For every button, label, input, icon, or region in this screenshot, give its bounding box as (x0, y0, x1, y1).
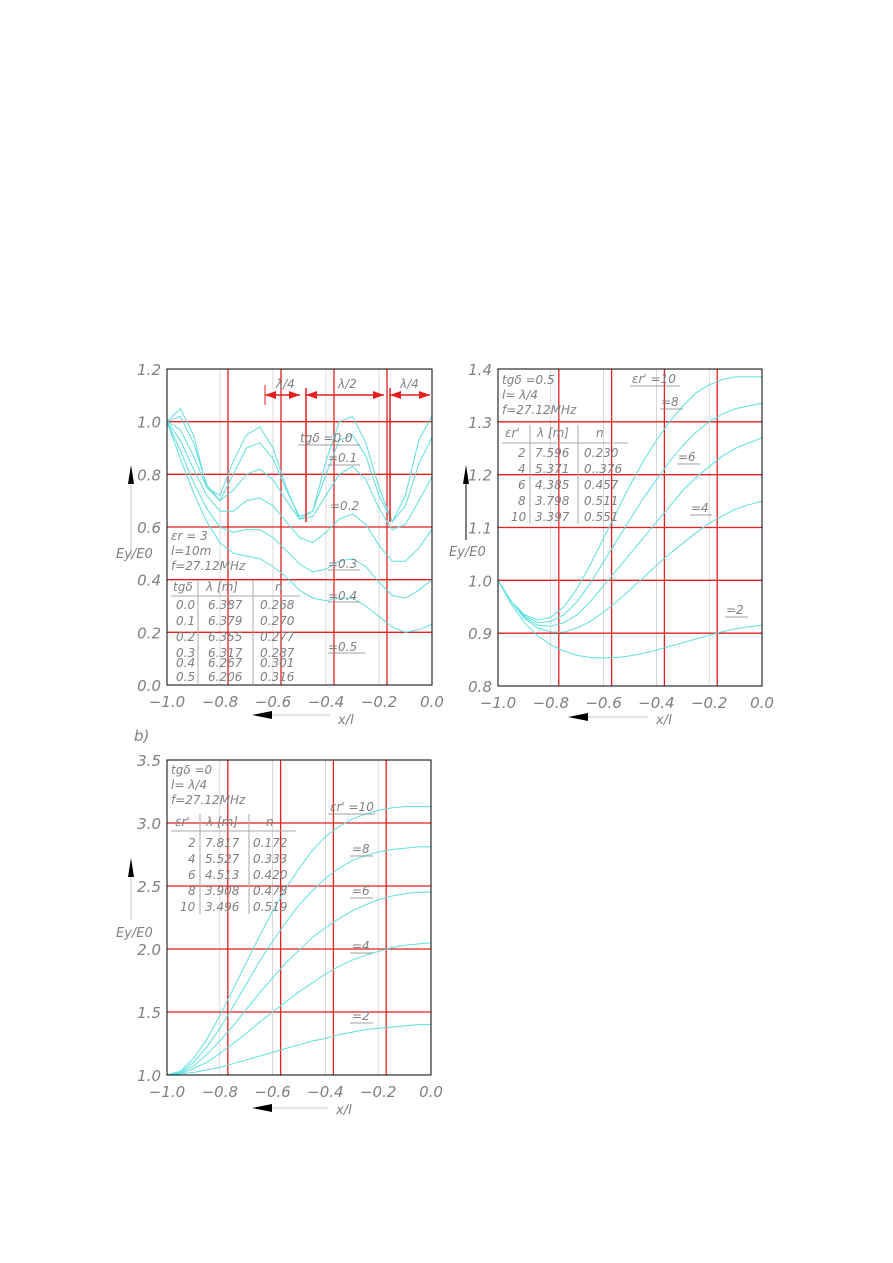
x-tick-label: −0.6 (254, 1083, 291, 1101)
table-a-cell: 0.5 (176, 670, 196, 684)
curve-label-b-2: =6 (352, 884, 370, 898)
x-ticks-b (149, 1083, 443, 1101)
x-tick-label: −0.2 (360, 693, 398, 711)
y-arrow-head-a (128, 465, 134, 484)
info-line-b-3: f=27.12MHz (171, 793, 246, 807)
x-tick-label: −0.6 (585, 694, 622, 712)
table-b-right-cell: 10 (511, 510, 527, 524)
table-b-right-row (511, 510, 618, 524)
curve-label-a-1: =0.1 (328, 451, 358, 465)
panel-label-b: b) (134, 727, 150, 745)
table-b-cell: 2 (188, 836, 196, 850)
x-axis-label-b-right: x/l (656, 713, 672, 728)
x-tick-label: −0.8 (532, 694, 570, 712)
table-b-cell: 0.420 (253, 868, 288, 882)
table-b-cell: 5.527 (205, 852, 240, 866)
curve-label-a-4: =0.4 (328, 589, 358, 603)
x-tick-label: −0.4 (638, 694, 675, 712)
y-tick-label: 1.0 (137, 1067, 161, 1085)
y-tick-label: 2.0 (137, 941, 161, 959)
y-tick-label: 1.1 (468, 519, 492, 538)
y-tick-label: 0.8 (468, 678, 492, 696)
info-line-a-1: εr = 3 (171, 529, 208, 543)
table-b-cell: 6 (188, 868, 196, 882)
table-b-cell: 3.496 (205, 900, 240, 914)
y-ticks-a (137, 361, 161, 695)
curve-label-b-4: =2 (352, 1009, 370, 1023)
table-b-right-cell: 4 (518, 462, 526, 476)
lambda-quarter-left: λ/4 (276, 377, 295, 391)
x-tick-label: −0.8 (201, 693, 239, 711)
series-line-5 (167, 1025, 431, 1075)
x-axis-label-b: x/l (336, 1103, 352, 1118)
y-tick-label: 0.2 (137, 624, 161, 643)
table-a-cell: 0.301 (260, 656, 295, 670)
table-b (171, 814, 296, 914)
table-b-right-cell: 0.457 (584, 478, 619, 492)
curve-label-b-right-0: εr' =10 (632, 372, 676, 386)
table-b-right-header-2: λ [m] (537, 426, 569, 440)
table-a-cell: 0.316 (260, 670, 295, 684)
x-tick-label: 0.0 (420, 693, 444, 711)
y-tick-label: 2.5 (137, 878, 161, 896)
y-tick-label: 0.8 (137, 466, 161, 485)
curve-label-b-right-4: =2 (726, 603, 744, 617)
x-tick-label: −0.2 (690, 694, 728, 712)
table-b-cell: 4.513 (205, 868, 240, 882)
info-line-b-right-2: l= λ/4 (502, 388, 538, 402)
table-b-right-cell: 0.551 (584, 510, 619, 524)
table-b-row (180, 900, 287, 914)
x-ticks-b-right (480, 694, 774, 712)
x-tick-label: −0.8 (201, 1083, 239, 1101)
y-tick-label: 0.4 (137, 571, 161, 590)
table-a-cell: 6.355 (208, 630, 243, 644)
table-a-cell: 0.1 (176, 614, 196, 628)
plot-frame-b (167, 760, 431, 1075)
table-a-cell: 0.2 (176, 630, 196, 644)
table-b-right-cell: 0.230 (584, 446, 619, 460)
table-b-header-3: n (266, 815, 274, 829)
y-ticks-b (137, 752, 161, 1085)
curve-label-b-right-1: =8 (661, 395, 679, 409)
table-a (171, 580, 300, 685)
table-a-cell: 0.277 (260, 630, 295, 644)
curve-label-b-right-3: =4 (691, 501, 709, 515)
info-line-a-2: l=10m (171, 544, 212, 558)
table-b-right-row (518, 462, 623, 476)
y-tick-label: 0.9 (468, 625, 492, 644)
table-b-right-row (518, 494, 618, 508)
curve-label-b-right-2: =6 (678, 450, 696, 464)
table-b-right-cell: 4.385 (535, 478, 570, 492)
table-b-row (188, 852, 287, 866)
x-tick-label: −1.0 (479, 694, 517, 712)
table-b-right-cell: 3.397 (535, 510, 570, 524)
lambda-half: λ/2 (338, 377, 357, 391)
table-a-cell: 0.270 (260, 614, 295, 628)
info-line-b-right-3: f=27.12MHz (502, 403, 577, 417)
table-b-row (188, 836, 287, 850)
table-a-cell: 0.268 (260, 598, 295, 612)
chart-panel-b (116, 752, 443, 1118)
y-tick-label: 1.2 (137, 361, 161, 379)
y-tick-label: 0.0 (137, 677, 161, 695)
grid-a (167, 369, 432, 685)
table-b-right-row (518, 478, 619, 492)
table-b-right-header-1: εr' (505, 426, 520, 440)
x-tick-label: −1.0 (148, 693, 186, 711)
table-a-cell: 0.4 (176, 656, 196, 670)
table-b-cell: 0.478 (253, 884, 288, 898)
x-tick-label: 0.0 (750, 694, 774, 712)
info-line-b-2: l= λ/4 (171, 778, 207, 792)
table-a-header-1: tgδ (173, 580, 193, 594)
curve-label-b-1: =8 (352, 842, 370, 856)
series-line-5 (498, 580, 762, 658)
curve-labels-a (298, 431, 365, 654)
table-a-cell: 0.287 (260, 646, 295, 660)
x-tick-label: −1.0 (148, 1083, 186, 1101)
y-ticks-b-right (468, 361, 492, 696)
table-b-cell: 0.333 (253, 852, 288, 866)
table-a-cell: 6.317 (208, 646, 243, 660)
table-b-right-cell: 7.596 (535, 446, 570, 460)
x-tick-label: 0.0 (419, 1083, 443, 1101)
chart-panel-b-right (449, 361, 774, 728)
y-tick-label: 1.4 (468, 361, 492, 379)
curve-label-a-0: tgδ =0.0 (300, 431, 353, 445)
x-arrow-head-a (252, 711, 272, 719)
table-a-row (176, 670, 295, 684)
table-b-cell: 0.172 (253, 836, 288, 850)
y-tick-label: 1.2 (468, 466, 492, 485)
table-a-cell: 6.379 (208, 614, 243, 628)
curve-label-a-5: =0.5 (328, 640, 358, 654)
table-b-cell: 10 (180, 900, 196, 914)
table-b-right-cell: 6 (518, 478, 526, 492)
table-b-cell: 3.908 (205, 884, 240, 898)
y-axis-label-b: Ey/E0 (116, 926, 153, 941)
table-b-right-cell: 5.371 (535, 462, 570, 476)
info-line-a-3: f=27.12MHz (171, 559, 246, 573)
curve-label-a-2: =0.2 (330, 499, 360, 513)
table-a-row (176, 598, 295, 612)
x-tick-label: −0.2 (359, 1083, 397, 1101)
table-a-cell: 6.206 (208, 670, 243, 684)
table-a-cell: 0.0 (176, 598, 196, 612)
table-a-cell: 6.267 (208, 656, 243, 670)
info-line-b-right-1: tgδ =0.5 (502, 373, 555, 387)
curve-label-a-3: =0.3 (328, 557, 358, 571)
y-arrow-head-b (128, 858, 134, 877)
x-ticks-a (149, 693, 444, 711)
y-tick-label: 0.6 (137, 519, 161, 537)
series-line-1 (167, 409, 432, 522)
curve-label-b-0: εr' =10 (330, 800, 374, 814)
y-tick-label: 1.3 (468, 413, 492, 432)
table-b-right-cell: 3.798 (535, 494, 570, 508)
y-tick-label: 1.0 (468, 572, 492, 591)
x-tick-label: −0.4 (307, 1083, 344, 1101)
x-tick-label: −0.4 (307, 693, 345, 711)
table-b-header-1: εr' (175, 815, 190, 829)
x-arrow-head-b (252, 1104, 272, 1112)
x-arrow-head-b-right (568, 713, 588, 721)
y-axis-label-a: Ey/E0 (116, 547, 153, 562)
curve-label-b-3: =4 (352, 939, 370, 953)
table-a-row (176, 614, 295, 628)
y-tick-label: 1.0 (137, 413, 161, 432)
table-b-right (502, 425, 628, 524)
table-a-row (176, 656, 294, 670)
info-line-b-1: tgδ =0 (171, 763, 213, 777)
grid-b (167, 760, 431, 1075)
x-tick-label: −0.6 (254, 693, 292, 711)
table-b-header-2: λ [m] (206, 815, 238, 829)
table-b-cell: 8 (188, 884, 196, 898)
table-b-cell: 4 (188, 852, 196, 866)
y-tick-label: 1.5 (137, 1004, 161, 1022)
table-b-right-cell: 8 (518, 494, 526, 508)
lambda-quarter-right: λ/4 (400, 377, 419, 391)
table-a-cell: 6.387 (208, 598, 243, 612)
table-b-cell: 7.817 (205, 836, 240, 850)
table-b-right-header-3: n (596, 426, 604, 440)
table-b-row (188, 868, 288, 882)
table-b-cell: 0.519 (253, 900, 288, 914)
y-tick-label: 3.0 (137, 815, 161, 833)
chart-panel-a (116, 361, 444, 728)
x-axis-label-a: x/l (338, 713, 354, 728)
table-b-right-cell: 0..376 (584, 462, 623, 476)
table-b-right-cell: 0.511 (584, 494, 619, 508)
table-a-cell: 0.3 (176, 646, 196, 660)
table-a-row (176, 630, 295, 644)
y-tick-label: 3.5 (137, 752, 161, 770)
table-a-header-2: λ [m] (206, 580, 238, 594)
table-b-right-cell: 2 (518, 446, 526, 460)
table-b-right-row (518, 446, 619, 460)
table-a-header-3: n (275, 580, 283, 594)
y-axis-label-b-right: Ey/E0 (449, 545, 486, 560)
